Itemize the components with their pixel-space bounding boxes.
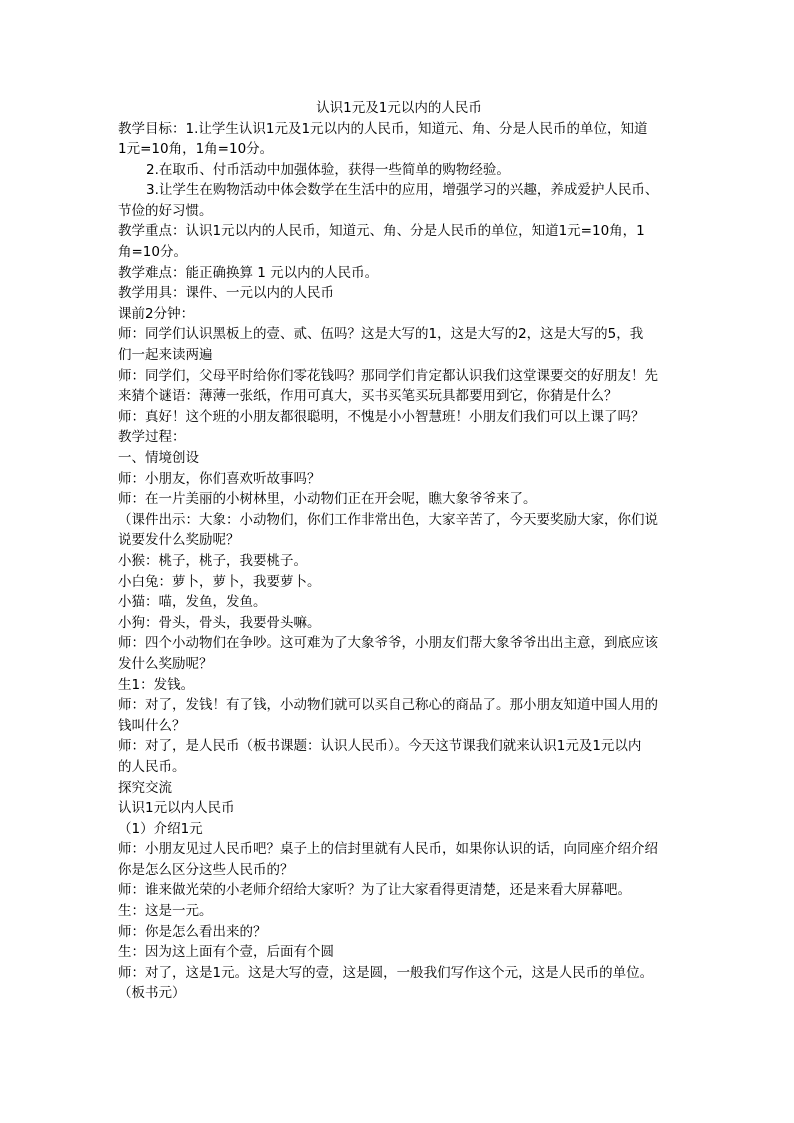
text-line: （课件出示：大象：小动物们，你们工作非常出色，大家辛苦了，今天要奖励大家，你们说 (118, 511, 658, 528)
text-line: 小白兔：萝卜，萝卜，我要萝卜。 (118, 573, 321, 590)
text-line: （板书元） (118, 985, 186, 1002)
text-line: 2.在取币、付币活动中加强体验，获得一些简单的购物经验。 (146, 161, 510, 178)
text-line: 生1：发钱。 (118, 676, 195, 693)
text-line: 生：这是一元。 (118, 903, 213, 920)
text-line: 来猜个谜语：薄薄一张纸，作用可真大，买书买笔买玩具都要用到它，你猜是什么？ (118, 388, 618, 405)
text-line: 教学用具：课件、一元以内的人民币 (118, 285, 334, 302)
text-line: 钱叫什么？ (118, 717, 186, 734)
text-line: 师：你是怎么看出来的？ (118, 923, 267, 940)
text-line: 课前2分钟： (118, 305, 195, 322)
text-line: 师：真好！这个班的小朋友都很聪明，不愧是小小智慧班！小朋友们我们可以上课了吗？ (118, 408, 645, 425)
text-line: 1元=10角，1角=10分。 (118, 141, 274, 158)
text-line: 师：小朋友见过人民币吧？桌子上的信封里就有人民币，如果你认识的话，向同座介绍介绍 (118, 841, 658, 858)
text-line: 角=10分。 (118, 244, 187, 261)
text-line: 教学重点：认识1元以内的人民币，知道元、角、分是人民币的单位，知道1元=10角，1 (118, 223, 645, 240)
text-line: 师：对了，这是1元。这是大写的壹，这是圆，一般我们写作这个元，这是人民币的单位。 (118, 964, 654, 981)
text-line: （1）介绍1元 (118, 820, 203, 837)
text-line: 师：对了，发钱！有了钱，小动物们就可以买自己称心的商品了。那小朋友知道中国人用的 (118, 697, 658, 714)
text-line: 生：因为这上面有个壹，后面有个圆 (118, 944, 334, 961)
text-line: 认识1元以内人民币 (118, 800, 235, 817)
text-line: 师：对了，是人民币（板书课题：认识人民币）。今天这节课我们就来认识1元及1元以内 (118, 738, 642, 755)
text-line: 3.让学生在购物活动中体会数学在生活中的应用，增强学习的兴趣，养成爱护人民币、 (146, 182, 659, 199)
text-line: 们一起来读两遍 (118, 347, 213, 364)
document-title: 认识1元及1元以内的人民币 (316, 100, 482, 116)
document-page (118, 98, 680, 1004)
text-line: 教学目标：1.让学生认识1元及1元以内的人民币，知道元、角、分是人民币的单位，知道 (118, 120, 648, 137)
text-line: 师：同学们，父母平时给你们零花钱吗？那同学们肯定都认识我们这堂课要交的好朋友！先 (118, 367, 658, 384)
text-line: 探究交流 (118, 779, 172, 796)
text-line: 教学过程： (118, 429, 186, 446)
text-line: 小猫：喵，发鱼，发鱼。 (118, 594, 267, 611)
text-line: 你是怎么区分这些人民币的？ (118, 861, 294, 878)
text-line: 师：在一片美丽的小树林里，小动物们正在开会呢，瞧大象爷爷来了。 (118, 491, 537, 508)
text-line: 师：四个小动物们在争吵。这可难为了大象爷爷，小朋友们帮大象爷爷出出主意，到底应该 (118, 635, 658, 652)
text-line: 师：同学们认识黑板上的壹、贰、伍吗？这是大写的1，这是大写的2，这是大写的5，我 (118, 326, 644, 343)
text-line: 节俭的好习惯。 (118, 202, 213, 219)
text-line: 师：谁来做光荣的小老师介绍给大家听？为了让大家看得更清楚，还是来看大屏幕吧。 (118, 882, 631, 899)
text-line: 的人民币。 (118, 758, 186, 775)
text-line: 师：小朋友，你们喜欢听故事吗？ (118, 470, 321, 487)
text-line: 小狗：骨头，骨头，我要骨头嘛。 (118, 614, 321, 631)
text-line: 发什么奖励呢？ (118, 655, 213, 672)
text-line: 教学难点：能正确换算 1 元以内的人民币。 (118, 264, 379, 281)
text-line: 一、情境创设 (118, 450, 199, 466)
text-line: 说要发什么奖励呢？ (118, 532, 240, 549)
text-line: 小猴：桃子，桃子，我要桃子。 (118, 552, 307, 569)
